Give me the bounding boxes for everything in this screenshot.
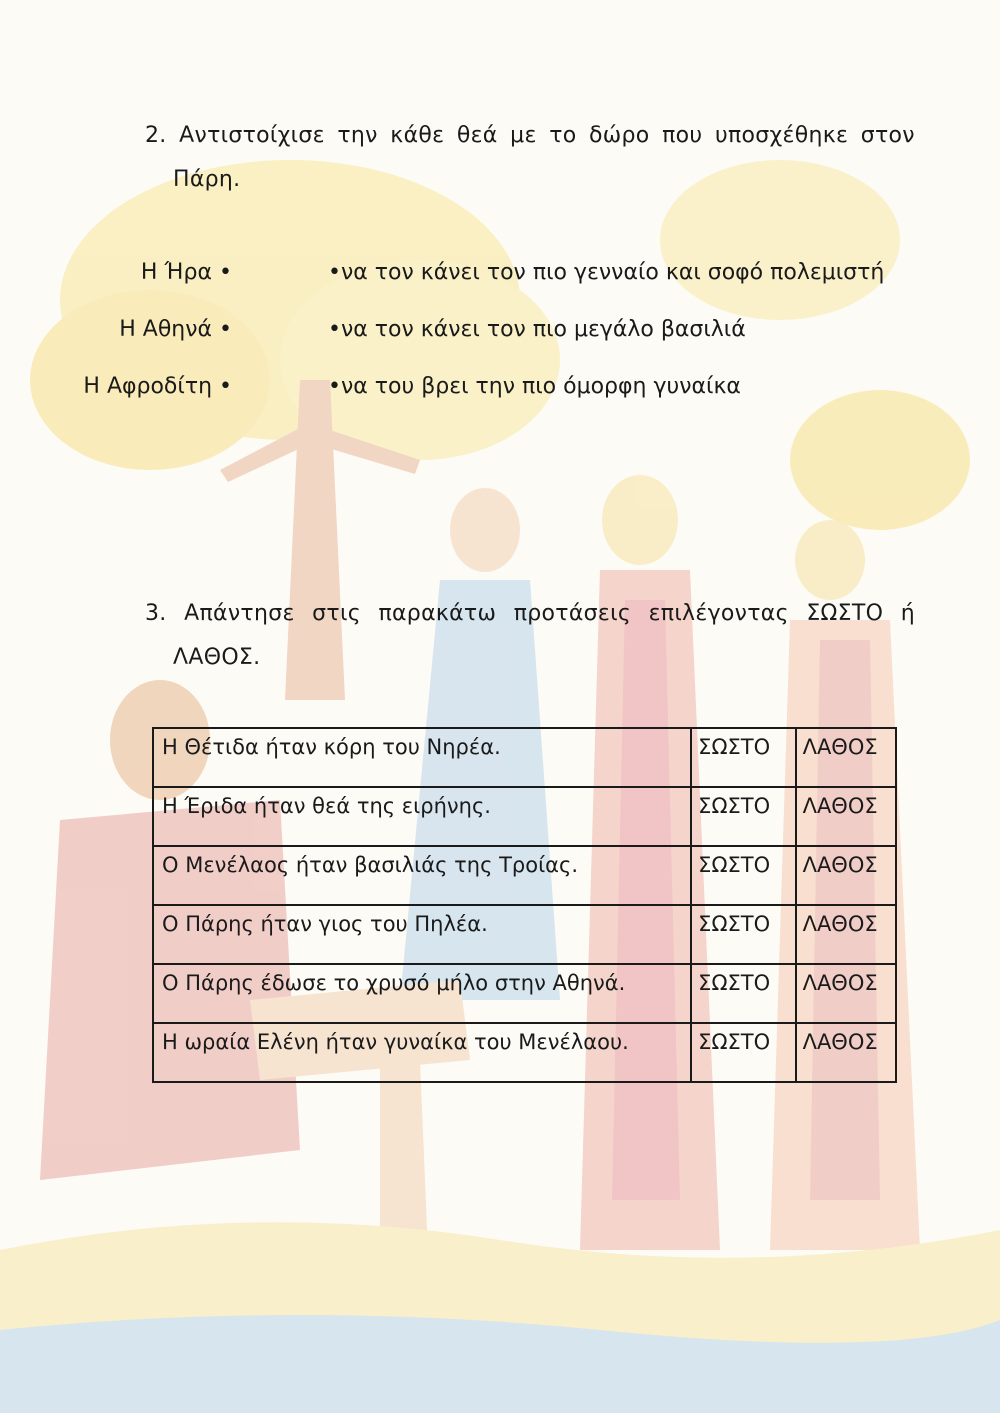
option-false-cell[interactable]: ΛΑΘΟΣ: [796, 1023, 896, 1082]
statement-cell: Ο Μενέλαος ήταν βασιλιάς της Τροίας.: [153, 846, 691, 905]
table-row: [153, 905, 896, 964]
q3-word: προτάσεις: [513, 601, 632, 626]
q2-word: το: [549, 123, 577, 148]
q3-word: στις: [312, 601, 361, 626]
q3-word: Απάντησε: [184, 601, 295, 626]
gift-beautiful-wife[interactable]: •να του βρει την πιο όμορφη γυναίκα: [328, 374, 741, 399]
option-true-cell[interactable]: ΣΩΣΤΟ: [691, 964, 795, 1023]
q2-word: 2.: [145, 123, 167, 148]
option-false-cell[interactable]: ΛΑΘΟΣ: [796, 728, 896, 787]
q2-word: στον: [860, 123, 915, 148]
goddess-hera[interactable]: Η Ήρα •: [140, 260, 232, 285]
statement-cell: Ο Πάρης έδωσε το χρυσό μήλο στην Αθηνά.: [153, 964, 691, 1023]
q2-word: που: [662, 123, 703, 148]
goddess-aphrodite[interactable]: Η Αφροδίτη •: [83, 374, 232, 399]
q2-word: με: [510, 123, 537, 148]
option-false-cell[interactable]: ΛΑΘΟΣ: [796, 905, 896, 964]
q3-word: ΣΩΣΤΟ: [806, 601, 884, 626]
q2-word: υποσχέθηκε: [714, 123, 849, 148]
q3-word: παρακάτω: [378, 601, 497, 626]
q2-word: δώρο: [589, 123, 650, 148]
option-true-cell[interactable]: ΣΩΣΤΟ: [691, 1023, 795, 1082]
statement-cell: Ο Πάρης ήταν γιος του Πηλέα.: [153, 905, 691, 964]
q3-word: ή: [900, 601, 915, 626]
true-false-table: [152, 727, 897, 1083]
question-2-title: [145, 114, 915, 202]
table-row: [153, 1023, 896, 1082]
question-3-title-line-1: [145, 592, 915, 636]
question-3-title: [145, 592, 915, 680]
q3-word: επιλέγοντας: [648, 601, 789, 626]
table-row: [153, 964, 896, 1023]
q2-word: Αντιστοίχισε: [179, 123, 325, 148]
question-3-title-line-2: ΛΑΘΟΣ.: [173, 645, 261, 670]
option-true-cell[interactable]: ΣΩΣΤΟ: [691, 846, 795, 905]
table-row: [153, 846, 896, 905]
q3-word: 3.: [145, 601, 167, 626]
option-false-cell[interactable]: ΛΑΘΟΣ: [796, 787, 896, 846]
option-true-cell[interactable]: ΣΩΣΤΟ: [691, 905, 795, 964]
statement-cell: Η Έριδα ήταν θεά της ειρήνης.: [153, 787, 691, 846]
gift-warrior[interactable]: •να τον κάνει τον πιο γενναίο και σοφό πολεμιστή: [328, 260, 885, 285]
table-row: [153, 787, 896, 846]
goddess-athena[interactable]: Η Αθηνά •: [119, 317, 232, 342]
option-false-cell[interactable]: ΛΑΘΟΣ: [796, 964, 896, 1023]
option-false-cell[interactable]: ΛΑΘΟΣ: [796, 846, 896, 905]
statement-cell: Η Θέτιδα ήταν κόρη του Νηρέα.: [153, 728, 691, 787]
q2-word: θεά: [456, 123, 498, 148]
question-2-title-line-2: Πάρη.: [173, 167, 241, 192]
gift-king[interactable]: •να τον κάνει τον πιο μεγάλο βασιλιά: [328, 317, 746, 342]
question-2-title-line-1: [145, 114, 915, 158]
option-true-cell[interactable]: ΣΩΣΤΟ: [691, 787, 795, 846]
option-true-cell[interactable]: ΣΩΣΤΟ: [691, 728, 795, 787]
table-row: [153, 728, 896, 787]
q2-word: την: [337, 123, 378, 148]
statement-cell: Η ωραία Ελένη ήταν γυναίκα του Μενέλαου.: [153, 1023, 691, 1082]
q2-word: κάθε: [390, 123, 445, 148]
